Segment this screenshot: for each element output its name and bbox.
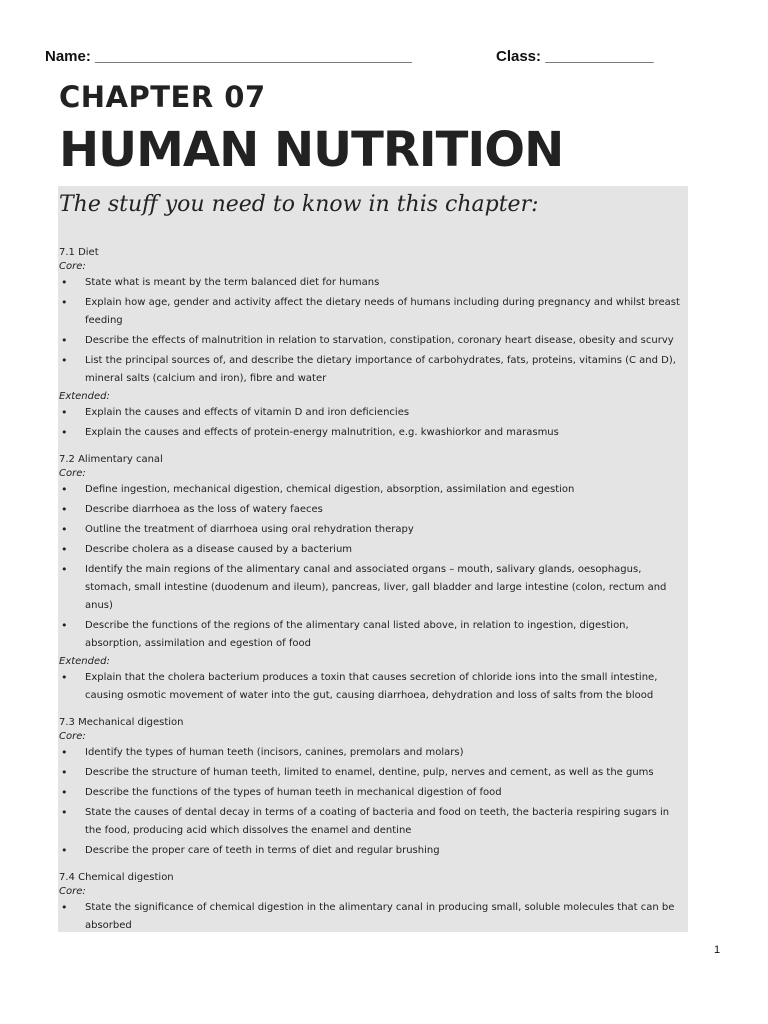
name-field-label: Name: ______________________________________ [45,48,413,65]
bullet-icon: • [61,483,68,496]
syllabus-section [59,245,687,442]
syllabus-section [59,870,687,935]
group-label: Extended: [59,656,110,667]
objective-item [59,804,687,840]
bullet-icon: • [61,523,68,536]
objective-text: Identify the types of human teeth (incisors, canines, premolars and molars) [85,747,464,758]
objective-list [59,274,687,388]
objective-item [59,784,687,802]
objective-item [59,521,687,539]
syllabus-content [59,245,687,945]
objective-item [59,899,687,935]
objective-text: Identify the main regions of the alimentary canal and associated organs – mouth, salivary glands, oesophagus, stomach, small intestine (duodenum and ileum), pancreas, liver, gall bladder and large intestine (colon, rectum and anus) [85,564,667,611]
objective-list [59,481,687,653]
objective-list [59,744,687,860]
objective-item [59,294,687,330]
objective-list [59,404,687,442]
bullet-icon: • [61,844,68,857]
group-label: Core: [59,261,86,272]
section-title: 7.2 Alimentary canal [59,454,163,465]
chapter-label: CHAPTER 07 [59,80,266,114]
objective-list [59,669,687,705]
objective-text: State the causes of dental decay in terms of a coating of bacteria and food on teeth, the bacteria respiring sugars in the food, producing acid which dissolves the enamel and dentine [85,807,670,836]
group-label: Core: [59,468,86,479]
section-title: 7.3 Mechanical digestion [59,717,184,728]
student-header [45,48,725,68]
bullet-icon: • [61,786,68,799]
objective-item [59,501,687,519]
objective-text: Describe the functions of the regions of the alimentary canal listed above, in relation to ingestion, digestion, absorption, assimilation and egestion of food [85,620,629,649]
bullet-icon: • [61,563,68,576]
objective-text: Describe the functions of the types of human teeth in mechanical digestion of food [85,787,502,798]
objective-text: Explain the causes and effects of protein-energy malnutrition, e.g. kwashiorkor and marasmus [85,427,559,438]
bullet-icon: • [61,746,68,759]
class-field-label: Class: _____________ [496,48,654,65]
panel-heading: The stuff you need to know in this chapter: [59,192,539,217]
group-label: Extended: [59,391,110,402]
objective-item [59,669,687,705]
section-title: 7.1 Diet [59,247,99,258]
bullet-icon: • [61,334,68,347]
syllabus-section [59,452,687,705]
objective-text: Explain that the cholera bacterium produces a toxin that causes secretion of chloride ions into the small intestine, causing osmotic movement of water into the gut, causing diarrhoea, dehydration and loss of salts from the blood [85,672,658,701]
objective-text: Explain the causes and effects of vitamin D and iron deficiencies [85,407,410,418]
section-title: 7.4 Chemical digestion [59,872,174,883]
objective-text: Explain how age, gender and activity affect the dietary needs of humans including during pregnancy and whilst breast feeding [85,297,680,326]
objective-text: Outline the treatment of diarrhoea using oral rehydration therapy [85,524,414,535]
objective-item [59,744,687,762]
objective-item [59,617,687,653]
bullet-icon: • [61,619,68,632]
objective-item [59,352,687,388]
objective-item [59,541,687,559]
objective-text: State what is meant by the term balanced diet for humans [85,277,380,288]
objective-item [59,274,687,292]
objective-text: List the principal sources of, and describe the dietary importance of carbohydrates, fats, proteins, vitamins (C and D), mineral salts (calcium and iron), fibre and water [85,355,676,384]
objective-text: Describe the structure of human teeth, limited to enamel, dentine, pulp, nerves and cement, as well as the gums [85,767,654,778]
objective-item [59,764,687,782]
objective-list [59,899,687,935]
bullet-icon: • [61,296,68,309]
bullet-icon: • [61,671,68,684]
bullet-icon: • [61,276,68,289]
bullet-icon: • [61,543,68,556]
bullet-icon: • [61,766,68,779]
bullet-icon: • [61,426,68,439]
syllabus-section [59,715,687,860]
objective-item [59,561,687,615]
group-label: Core: [59,731,86,742]
objective-text: Describe the proper care of teeth in terms of diet and regular brushing [85,845,440,856]
chapter-title: HUMAN NUTRITION [59,122,564,178]
bullet-icon: • [61,503,68,516]
objective-item [59,842,687,860]
objective-text: Define ingestion, mechanical digestion, chemical digestion, absorption, assimilation and egestion [85,484,575,495]
objective-item [59,481,687,499]
objective-text: Describe cholera as a disease caused by a bacterium [85,544,353,555]
page-number: 1 [714,944,721,956]
objective-text: Describe the effects of malnutrition in relation to starvation, constipation, coronary heart disease, obesity and scurvy [85,335,674,346]
objective-text: Describe diarrhoea as the loss of watery faeces [85,504,323,515]
bullet-icon: • [61,806,68,819]
objective-item [59,332,687,350]
objective-text: State the significance of chemical digestion in the alimentary canal in producing small, soluble molecules that can be absorbed [85,902,675,931]
bullet-icon: • [61,901,68,914]
objective-item [59,424,687,442]
group-label: Core: [59,886,86,897]
objective-item [59,404,687,422]
bullet-icon: • [61,354,68,367]
bullet-icon: • [61,406,68,419]
